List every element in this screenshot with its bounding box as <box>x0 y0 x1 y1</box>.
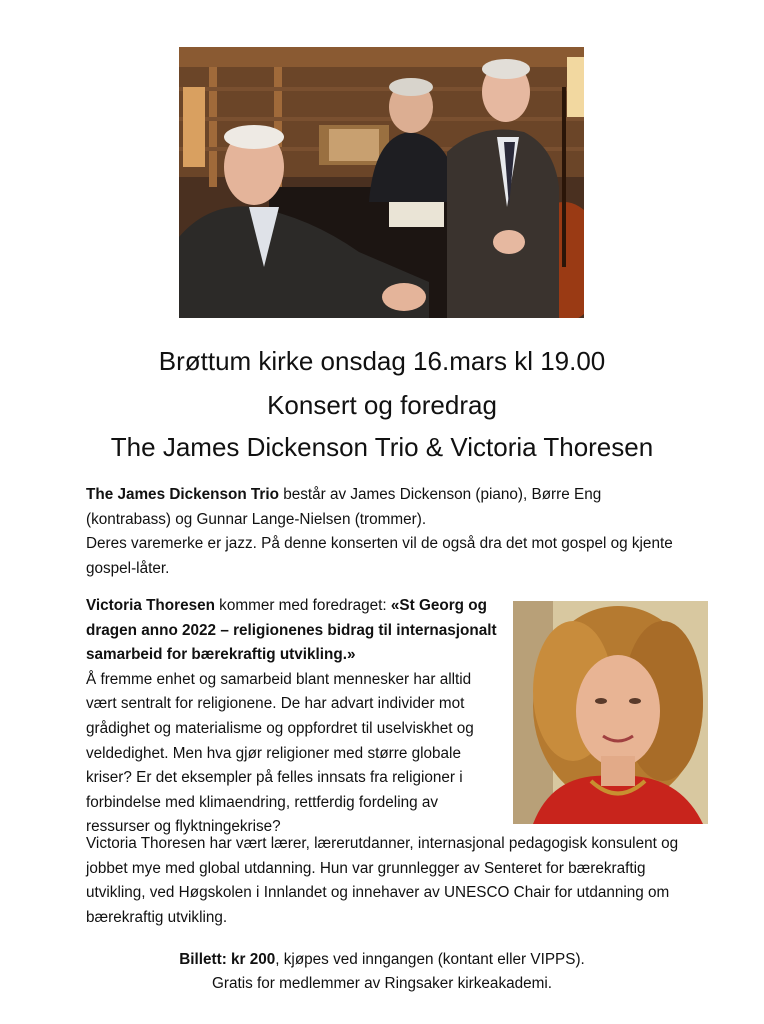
free-admission-note: Gratis for medlemmer av Ringsaker kirkeakademi. <box>211 975 553 992</box>
trio-photo-image <box>179 47 584 318</box>
victoria-portrait <box>513 601 708 824</box>
trio-style-text: Deres varemerke er jazz. På denne konserten vil de også dra det mot gospel og kjente gospel-låter. <box>86 535 673 577</box>
headline-event-type: Konsert og foredrag <box>267 390 497 420</box>
trio-name: The James Dickenson Trio <box>86 486 279 503</box>
headline-venue-date: Brøttum kirke onsdag 16.mars kl 19.00 <box>158 346 606 376</box>
victoria-intro: kommer med foredraget: <box>214 597 391 614</box>
trio-paragraph <box>86 483 686 581</box>
ticket-purchase-info: , kjøpes ved inngangen (kontant eller VIPPS). <box>275 951 585 968</box>
headline-performers: The James Dickenson Trio & Victoria Thoresen <box>110 432 654 462</box>
victoria-bio: Victoria Thoresen har vært lærer, lærerutdanner, internasjonal pedagogisk konsulent og jobbet mye med global utdanning. Hun var grunnlegger av Senteret for bærekraftig utvikling, ved Høgskolen i Innlandet og innehaver av UNESCO Chair for utdanning om bærekraftig utvikling. <box>86 835 679 926</box>
victoria-portrait-image <box>513 601 708 824</box>
victoria-name: Victoria Thoresen <box>86 597 215 614</box>
trio-photo <box>179 47 584 318</box>
victoria-paragraph <box>86 594 504 840</box>
lecture-title: «St Georg og dragen anno 2022 – religionenes bidrag til internasjonalt samarbeid for bærekraftig utvikling.» <box>86 597 497 664</box>
lecture-description: Å fremme enhet og samarbeid blant mennesker har alltid vært sentralt for religionene. De har advart individer mot grådighet og materialisme og oppfordret til uselviskhet og veldedighet. Men hva gjør religioner med større globale kriser? Er det eksempler på felles innsats fra religioner i forbindelse med klimaendring, rettferdig fordeling av ressurser og flyktningekrise? <box>86 670 474 836</box>
ticket-price: Billett: kr 200 <box>179 951 276 968</box>
trio-members-text: består av James Dickenson (piano), Børre Eng (kontrabass) og Gunnar Lange-Nielsen (trommer). <box>86 486 602 528</box>
ticket-info <box>0 948 764 973</box>
